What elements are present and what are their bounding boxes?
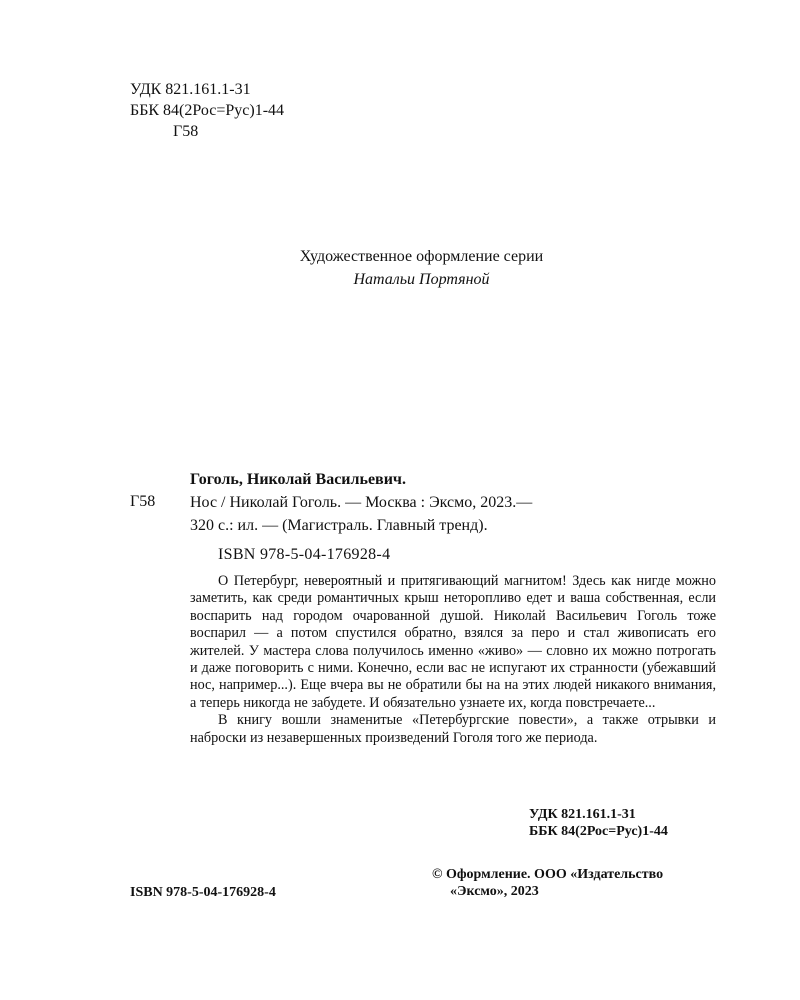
copyright-notice [432, 866, 663, 900]
design-credit-line: Художественное оформление серии [299, 248, 544, 265]
designer-name: Натальи Портяной [353, 271, 490, 288]
annotation-paragraph: В книгу вошли знаменитые «Петербургские повести», а также отрывки и наброски из незавершенных произведений Гоголя того же периода. [190, 712, 716, 746]
bbk-code: ББК 84(2Рос=Рус)1-44 [130, 102, 285, 119]
annotation-paragraph: О Петербург, невероятный и притягивающий магнитом! Здесь как нигде можно заметить, как среди романтичных крыш неторопливо едет и ваша собственная, если воспарить над городом очарованной душой. Николай Васильевич Гоголь тоже воспарил — а потом спустился обратно, взялся за перо и стал живописать его жителей. У мастера слова получилось именно «живо» — словно их можно потрогать и даже поговорить с ними. Конечно, если вас не испугают их странности (убежавший нос, например...). Еще вчера вы не обратили бы на на этих людей никакого внимания, а теперь никогда не забудете. И обязательно узнаете их, когда повстречаете... [190, 573, 716, 711]
title-statement: Нос / Николай Гоголь. — Москва : Эксмо, 2023.— [190, 494, 533, 511]
classification-codes-bottom [529, 806, 668, 840]
isbn-footer: ISBN 978-5-04-176928-4 [130, 885, 276, 900]
copyright-line: «Эксмо», 2023 [450, 884, 539, 899]
annotation [190, 573, 716, 747]
classification-codes-top [130, 79, 284, 142]
extent-series-statement: 320 с.: ил. — (Магистраль. Главный тренд). [190, 517, 488, 534]
author-heading: Гоголь, Николай Васильевич. [190, 471, 406, 488]
author-mark: Г58 [173, 123, 199, 140]
design-credit [0, 245, 800, 291]
udk-code: УДК 821.161.1-31 [130, 81, 251, 98]
author-mark-record: Г58 [130, 493, 156, 510]
bbk-code: ББК 84(2Рос=Рус)1-44 [529, 824, 668, 839]
isbn-record: ISBN 978-5-04-176928-4 [218, 546, 391, 563]
copyright-line: © Оформление. ООО «Издательство [432, 867, 664, 882]
udk-code: УДК 821.161.1-31 [529, 807, 636, 822]
